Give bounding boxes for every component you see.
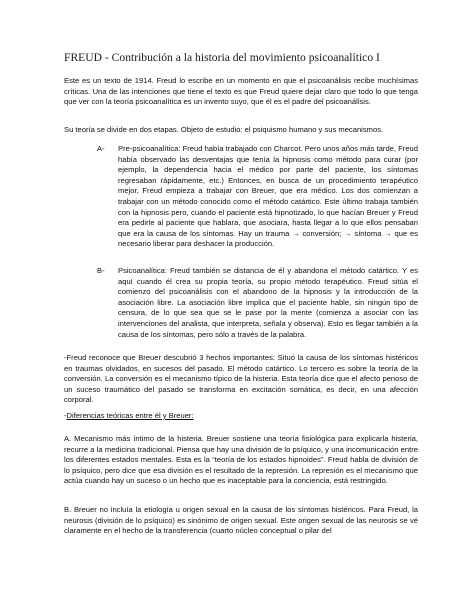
stage-a-marker: A-	[97, 144, 105, 153]
differences-heading-prefix: -	[64, 411, 67, 420]
differences-heading	[64, 411, 418, 422]
stage-b-text: Psicoanalítica: Freud también se distancia de él y abandona el método catártico. Y es aquí cuando él crea su propia teoría, su propio método terapéutico. Freud sitúa el comienzo del psicoanálisis con el abandono de la hipnosis y la introducción de la asociación libre. La asociación libre implica que el paciente hable, sin ningún tipo de censura, de lo que sea que se le pase por la mente (comienza a asociar con las intervenciones del analista, que interpreta, señala y observa). Esto es llegar también a la causa de los síntomas, pero sólo a través de la palabra.	[118, 266, 418, 339]
differences-heading-text: Diferencias teóricas entre él y Breuer:	[66, 411, 194, 420]
difference-a-paragraph: A. Mecanismo más íntimo de la histeria. Breuer sostiene una teoría fisiológica para explicarla histeria, recurre a la medicina tradicional. Piensa que hay una división de lo psíquico, y una incomunicación entre los diferentes estados mentales. Esta es la “teoría de los estados hipnoides”. Freud habla de división de lo psíquico, pero dice que esa división es el resultado de la represión. La represión es el mecanismo que actúa cuando hay un suceso o un hecho que es inaceptable para la conciencia, está restringido.	[64, 434, 418, 486]
stage-a-text: Pre-psicoanalítica: Freud había trabajado con Charcot. Pero unos años más tarde, Freud había observado las desventajas que tenía la hipnosis como método para curar (por ejemplo, la dependencia hacia el médico por parte del paciente, los síntomas regresaban rápidamente, etc.) Entonces, en busca de un procedimiento terapéutico mejor, Freud empieza a trabajar con Breuer, que era médico. Los dos comienzan a trabajar con un método conocido como el método catártico. Este último trabaja también con la hipnosis pero, cuando el paciente está hipnotizado, lo que hacían Breuer y Freud era pedirle al paciente que hablara, que asociara, hasta llegar a lo que ellos pensaban que era la causa de los síntomas. Hay un trauma → conversión; → síntoma → que es necesario liberar para deshacer la producción.	[118, 144, 418, 249]
breuer-facts-paragraph: -Freud reconoce que Breuer descubrió 3 hechos importantes: Situó la causa de los síntomas histéricos en traumas olvidados, en sucesos del pasado. El método catártico. Lo tercero es sobre la teoría de la conversión. La conversión es el mecanismo típico de la histeria. Esta teoría dice que el afecto penoso de un suceso traumático del pasado se transforma en excitación somática, es decir, en una afección corporal.	[64, 353, 418, 405]
difference-b-paragraph: B. Breuer no incluía la etiología u origen sexual en la causa de los síntomas histéricos. Para Freud, la neurosis (división de lo psíquico) es sinónimo de origen sexual. Este origen sexual de las neurosis se vé claramente en el hecho de la transferencia (cuarto núcleo conceptual o pilar del	[64, 505, 418, 536]
page-title: FREUD - Contribución a la historia del movimiento psicoanalítico I	[64, 51, 380, 64]
intro-paragraph: Este es un texto de 1914. Freud lo escribe en un momento en que el psicoanálisis recibe muchísimas críticas. Una de las intenciones que tiene el texto es que Freud quiere dejar claro que todo lo que tenga que ver con la teoría psicoanalítica es un invento suyo, que él es el padre del psicoanálisis.	[64, 76, 418, 107]
stages-intro-paragraph: Su teoría se divide en dos etapas. Objeto de estudio: el psiquismo humano y sus mecanismos.	[64, 125, 384, 134]
stage-b-marker: B-	[97, 266, 105, 275]
